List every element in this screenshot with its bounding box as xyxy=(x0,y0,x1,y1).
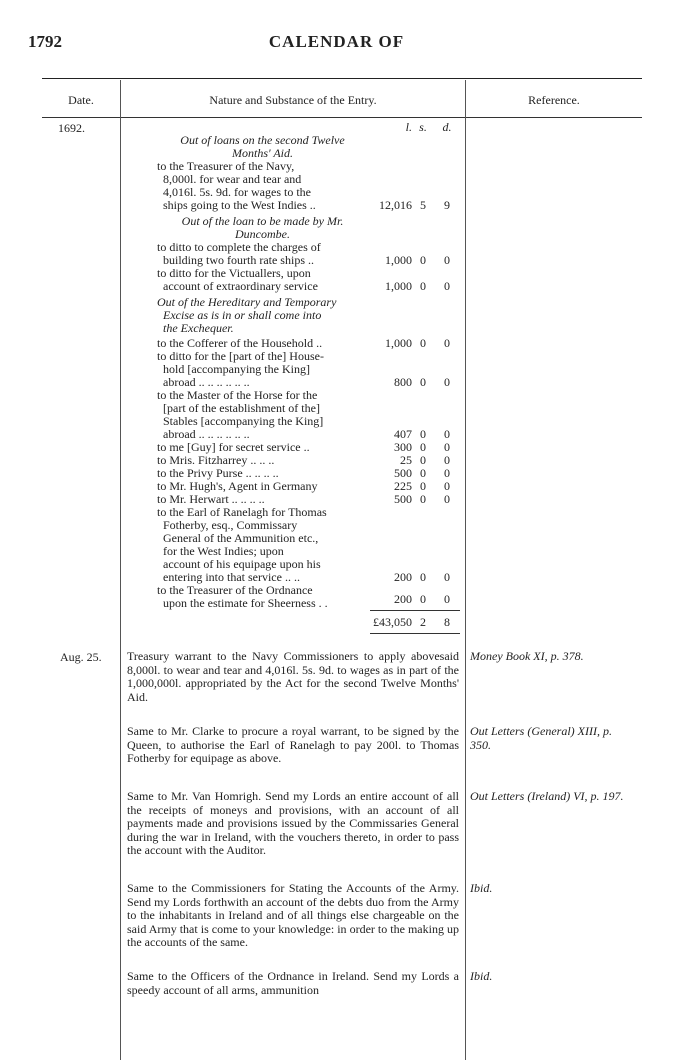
amount-shillings: 0 xyxy=(420,440,426,454)
account-line: to the Master of the Horse for the xyxy=(157,388,318,402)
amount-shillings: 0 xyxy=(420,466,426,480)
entry-text: Same to the Officers of the Ordnance in Ireland. Send my Lords a speedy account of all arms, ammunition xyxy=(127,969,459,997)
amount-pence: 0 xyxy=(444,570,450,584)
account-line: abroad .. .. .. .. .. .. xyxy=(163,375,250,389)
account-line: abroad .. .. .. .. .. .. xyxy=(163,427,250,441)
column-divider-left xyxy=(120,80,121,1060)
amount-pounds: 225 xyxy=(394,479,412,493)
amount-shillings: 0 xyxy=(420,336,426,350)
amount-pence: 0 xyxy=(444,427,450,441)
account-line: Stables [accompanying the King] xyxy=(163,414,324,428)
amount-shillings: 0 xyxy=(420,479,426,493)
account-line: to ditto for the Victuallers, upon xyxy=(157,266,311,280)
account-line: to the Privy Purse .. .. .. .. xyxy=(157,466,279,480)
amount-pounds: 1,000 xyxy=(385,279,412,293)
account-line: to Mr. Hugh's, Agent in Germany xyxy=(157,479,318,493)
table-top-rule xyxy=(42,78,642,79)
amount-pounds: 1,000 xyxy=(385,253,412,267)
amount-pence: 0 xyxy=(444,440,450,454)
amount-pence: 0 xyxy=(444,453,450,467)
amount-pence: 0 xyxy=(444,479,450,493)
amount-pence: 0 xyxy=(444,466,450,480)
pence-head: d. xyxy=(442,120,452,134)
page-title: CALENDAR OF xyxy=(268,32,405,51)
column-header-date: Date. xyxy=(68,93,94,107)
amount-pence: 0 xyxy=(444,492,450,506)
amount-shillings: 0 xyxy=(420,570,426,584)
total-rule-top xyxy=(370,610,460,611)
account-line: [part of the establishment of the] xyxy=(163,401,320,415)
entry-reference: Ibid. xyxy=(470,969,493,983)
entry-date: Aug. 25. xyxy=(60,650,102,664)
account-line: to the Treasurer of the Ordnance xyxy=(157,583,313,597)
amount-pounds: 500 xyxy=(394,466,412,480)
entry-reference: Out Letters (Ireland) VI, p. 197. xyxy=(470,789,624,803)
section-heading: Out of loans on the second Twelve xyxy=(180,133,345,147)
account-line: 4,016l. 5s. 9d. for wages to the xyxy=(163,185,311,199)
amount-pounds: 12,016 xyxy=(379,198,412,212)
amount-pounds: 200 xyxy=(394,592,412,606)
account-line: to Mris. Fitzharrey .. .. .. xyxy=(157,453,275,467)
amount-pence: 0 xyxy=(444,336,450,350)
section-heading: Out of the Hereditary and Temporary xyxy=(157,295,337,309)
account-line: entering into that service .. .. xyxy=(163,570,300,584)
account-line: account of his equipage upon his xyxy=(163,557,321,571)
amount-shillings: 0 xyxy=(420,427,426,441)
account-line: to ditto to complete the charges of xyxy=(157,240,321,254)
entry-year: 1692. xyxy=(58,121,85,135)
account-line: to Mr. Herwart .. .. .. .. xyxy=(157,492,265,506)
account-line: for the West Indies; upon xyxy=(163,544,284,558)
amount-pence: 0 xyxy=(444,279,450,293)
entry-text: Same to Mr. Clarke to procure a royal warrant, to be signed by the Queen, to authorise the Earl of Ranelagh to pay 200l. to Thomas Fotherby for equipage as above. xyxy=(127,724,459,766)
amount-pounds: 407 xyxy=(394,427,412,441)
column-header-reference: Reference. xyxy=(528,93,580,107)
entry-text: Treasury warrant to the Navy Commissioners to apply abovesaid 8,000l. to wear and tear and 4,016l. 5s. 9d. to wages as in part of the 1,000,000l. appropriated by the Act for the second Twelve Months' Aid. xyxy=(127,649,459,704)
total-shillings: 2 xyxy=(420,615,426,629)
account-line: upon the estimate for Sheerness . . xyxy=(163,596,328,610)
account-line: account of extraordinary service xyxy=(163,279,318,293)
section-heading: Duncombe. xyxy=(235,227,290,241)
column-header-nature: Nature and Substance of the Entry. xyxy=(209,93,377,107)
amount-shillings: 0 xyxy=(420,453,426,467)
account-line: to the Treasurer of the Navy, xyxy=(157,159,295,173)
account-line: to ditto for the [part of the] House- xyxy=(157,349,324,363)
shillings-head: s. xyxy=(419,120,427,134)
account-line: to the Earl of Ranelagh for Thomas xyxy=(157,505,327,519)
account-line: to me [Guy] for secret service .. xyxy=(157,440,310,454)
amount-pence: 9 xyxy=(444,198,450,212)
amount-shillings: 0 xyxy=(420,279,426,293)
account-line: to the Cofferer of the Household .. xyxy=(157,336,323,350)
amount-pounds: 25 xyxy=(400,453,412,467)
page-number: 1792 xyxy=(28,32,62,51)
amount-pounds: 1,000 xyxy=(385,336,412,350)
amount-pounds: 800 xyxy=(394,375,412,389)
account-line: ships going to the West Indies .. xyxy=(163,198,316,212)
amount-shillings: 5 xyxy=(420,198,426,212)
header-bottom-rule xyxy=(42,117,642,118)
account-line: building two fourth rate ships .. xyxy=(163,253,314,267)
section-heading: the Exchequer. xyxy=(163,321,234,335)
amount-pounds: 300 xyxy=(394,440,412,454)
account-line: 8,000l. for wear and tear and xyxy=(163,172,302,186)
amount-shillings: 0 xyxy=(420,253,426,267)
section-heading: Months' Aid. xyxy=(231,146,293,160)
pounds-head: l. xyxy=(405,120,412,134)
amount-pence: 0 xyxy=(444,253,450,267)
amount-shillings: 0 xyxy=(420,375,426,389)
account-line: General of the Ammunition etc., xyxy=(163,531,319,545)
column-divider-right xyxy=(465,80,466,1060)
entry-text: Same to Mr. Van Homrigh. Send my Lords an entire account of all the receipts of moneys and provisions, with an account of all payments made and provisions issued by the Commissaries General during the war in Ireland, with the vouchers thereto, in order to pass the account with the Auditor. xyxy=(127,789,459,858)
amount-shillings: 0 xyxy=(420,592,426,606)
amount-pence: 0 xyxy=(444,375,450,389)
entry-reference: Ibid. xyxy=(470,881,493,895)
account-line: Fotherby, esq., Commissary xyxy=(163,518,298,532)
section-heading: Excise as is in or shall come into xyxy=(163,308,322,322)
entry-text: Same to the Commissioners for Stating the Accounts of the Army. Send my Lords forthwith an account of the debts duo from the Army to the inhabitants in Ireland and of all things else chargeable on the said Army that is come to your knowledge: in order to the making up the accounts of the same. xyxy=(127,881,459,950)
amount-pence: 0 xyxy=(444,592,450,606)
account-line: hold [accompanying the King] xyxy=(163,362,310,376)
entry-reference: Money Book XI, p. 378. xyxy=(470,649,584,663)
amount-pounds: 200 xyxy=(394,570,412,584)
section-heading: Out of the loan to be made by Mr. xyxy=(181,214,344,228)
amount-shillings: 0 xyxy=(420,492,426,506)
total-rule-bottom xyxy=(370,633,460,634)
total-pence: 8 xyxy=(444,615,450,629)
total-pounds: £43,050 xyxy=(373,615,412,629)
entry-reference: Out Letters (General) XIII, p. 350. xyxy=(470,724,612,752)
amount-pounds: 500 xyxy=(394,492,412,506)
